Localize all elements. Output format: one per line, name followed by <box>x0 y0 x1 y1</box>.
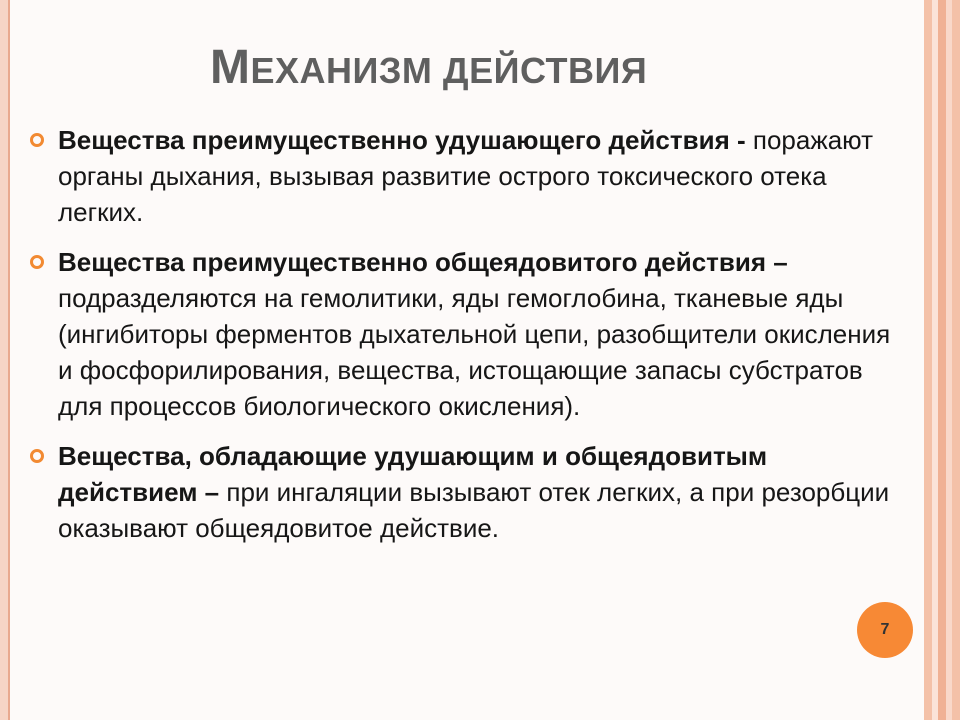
title-initial: М <box>210 41 251 94</box>
bullet-heading: Вещества преимущественно удушающего действия - <box>58 125 753 155</box>
stripe <box>938 0 946 720</box>
bullet-item <box>30 244 910 424</box>
bullet-heading: Вещества, обладающие удушающим и общеядовитым действием – <box>58 441 768 507</box>
bullet-text: подразделяются на гемолитики, яды гемоглобина, тканевые яды (ингибиторы ферментов дыхательной цепи, разобщители окисления и фосфорилирования, вещества, истощающие запасы субстратов для процессов биологического окисления). <box>58 283 891 421</box>
bullet-list <box>30 122 910 560</box>
title-rest: ЕХАНИЗМ ДЕЙСТВИЯ <box>250 50 648 91</box>
ring-bullet-icon <box>30 449 44 463</box>
ring-bullet-icon <box>30 133 44 147</box>
ring-bullet-icon <box>30 255 44 269</box>
stripe <box>952 0 960 720</box>
slide-left-border <box>0 0 10 720</box>
bullet-item <box>30 122 910 230</box>
bullet-text: при ингаляции вызывают отек легких, а при резорбции оказывают общеядовитое действие. <box>58 477 890 543</box>
decorative-stripes <box>924 0 960 720</box>
page-number-badge: 7 <box>857 602 913 658</box>
bullet-item <box>30 438 910 546</box>
bullet-heading: Вещества преимущественно общеядовитого действия – <box>58 247 788 277</box>
slide-title <box>210 40 770 95</box>
stripe <box>924 0 932 720</box>
bullet-text: поражают органы дыхания, вызывая развитие острого токсического отека легких. <box>58 125 874 227</box>
